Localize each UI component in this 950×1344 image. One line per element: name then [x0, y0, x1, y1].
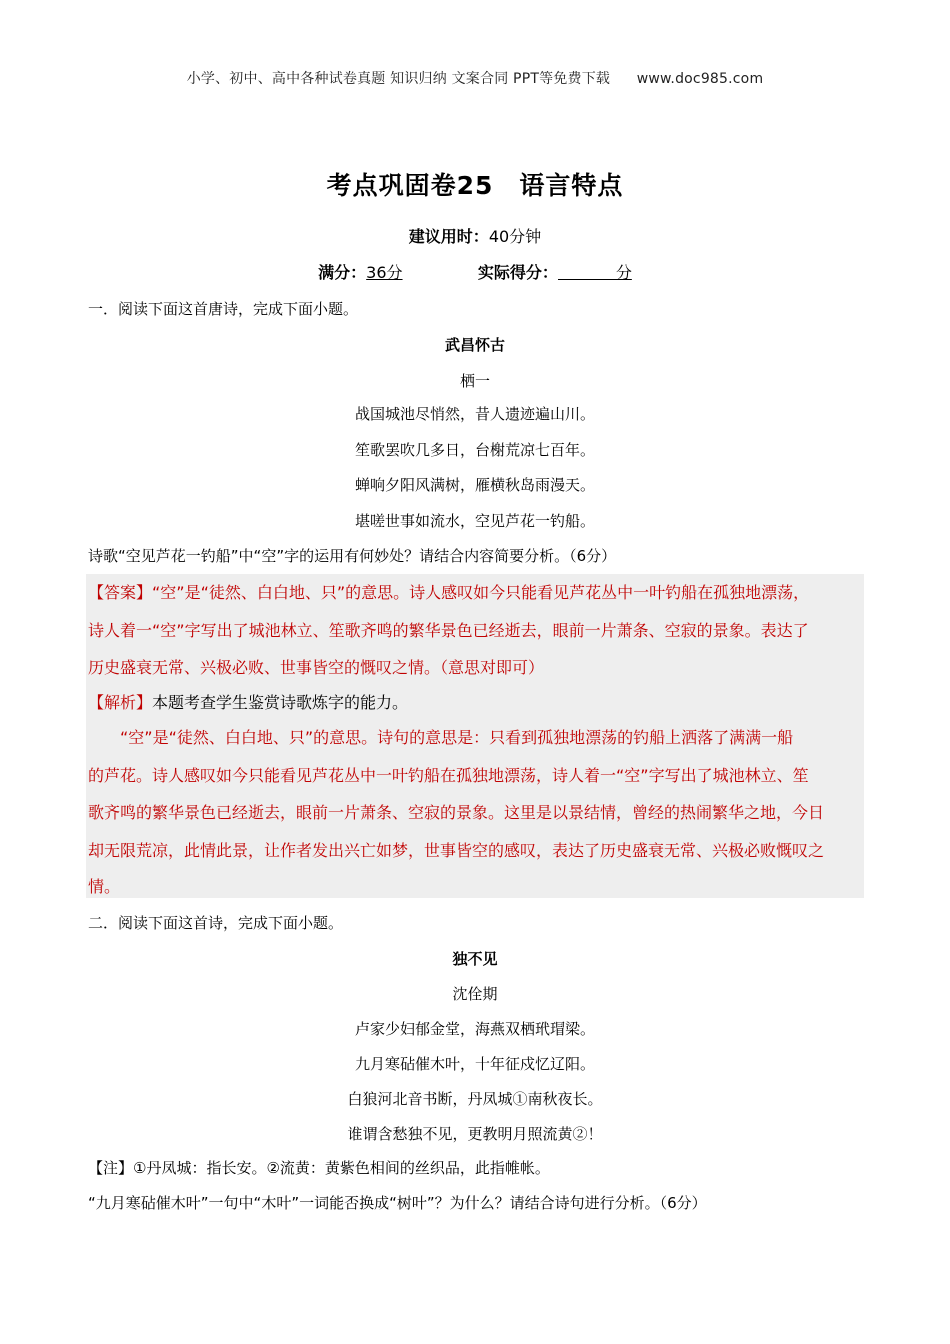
analysis-first: 本题考查学生鉴赏诗歌炼字的能力。 — [152, 693, 409, 712]
q2-poem-line: 谁谓含愁独不见，更教明月照流黄②！ — [347, 1125, 603, 1143]
actual-score-blank — [558, 265, 616, 280]
q1-question: 诗歌“空见芦花一钓船”中“空”字的运用有何妙处？请结合内容简要分析。（6分） — [88, 547, 617, 565]
time-label: 建议用时： — [408, 227, 489, 246]
q1-answer-line: 诗人着一“空”字写出了城池林立、笙歌齐鸣的繁华景色已经逝去，眼前一片萧条、空寂的景象。表达了 — [88, 621, 809, 640]
q1-poem-title: 武昌怀古 — [444, 336, 505, 354]
q1-analysis-line: 歌齐鸣的繁华景色已经逝去，眼前一片萧条、空寂的景象。这里是以景结情，曾经的热闹繁华之地，今日 — [88, 803, 825, 822]
q1-analysis-line — [88, 690, 408, 713]
actual-score-unit: 分 — [615, 263, 632, 282]
q1-answer-line — [88, 580, 809, 603]
suggested-time — [0, 224, 950, 247]
title-main: 考点巩固卷25 — [326, 171, 494, 200]
q2-poem-line: 白狼河北音书断，丹凤城①南秋夜长。 — [347, 1090, 603, 1108]
score-value: 36分 — [366, 263, 403, 282]
page-header — [0, 68, 950, 88]
answer-tag: 【答案】 — [88, 583, 153, 602]
q1-analysis-line: “空”是“徒然、白白地、只”的意思。诗句的意思是：只看到孤独地漂荡的钓船上洒落了满满一船 — [120, 728, 794, 747]
analysis-tag: 【解析】 — [88, 693, 153, 712]
q2-poem-title: 独不见 — [452, 950, 498, 968]
q2-poem-line: 九月寒砧催木叶，十年征戍忆辽阳。 — [354, 1055, 595, 1073]
q1-analysis-line: 的芦花。诗人感叹如今只能看见芦花丛中一叶钓船在孤独地漂荡，诗人着一“空”字写出了城池林立、笙 — [88, 766, 809, 785]
score-row — [0, 260, 950, 283]
header-site-link[interactable]: www.doc985.com — [636, 71, 764, 87]
title-sub: 语言特点 — [519, 171, 624, 200]
q1-analysis-line: 却无限荒凉，此情此景，让作者发出兴亡如梦，世事皆空的感叹，表达了历史盛衰无常、兴极必败慨叹之 — [88, 841, 825, 860]
q1-intro: 一．阅读下面这首唐诗，完成下面小题。 — [88, 300, 359, 318]
q2-note: 【注】①丹凤城：指长安。②流黄：黄紫色相间的丝织品，此指帷帐。 — [88, 1159, 550, 1177]
q1-poem-line: 战国城池尽悄然，昔人遗迹遍山川。 — [354, 405, 595, 423]
q1-poem-line: 堪嗟世事如流水，空见芦花一钓船。 — [354, 512, 595, 530]
q1-analysis-line: 情。 — [88, 877, 121, 896]
q2-poem-line: 卢家少妇郁金堂，海燕双栖玳瑁梁。 — [354, 1020, 595, 1038]
page-title — [0, 166, 950, 202]
q2-question: “九月寒砧催木叶”一句中“木叶”一词能否换成“树叶”？为什么？请结合诗句进行分析。（6分） — [88, 1194, 707, 1212]
q2-poem-author: 沈佺期 — [452, 985, 498, 1003]
score-label: 满分： — [318, 263, 367, 282]
answer-text: “空”是“徒然、白白地、只”的意思。诗人感叹如今只能看见芦花丛中一叶钓船在孤独地漂荡， — [152, 583, 810, 602]
q1-answer-box — [86, 574, 864, 898]
q1-answer-line: 历史盛衰无常、兴极必败、世事皆空的慨叹之情。（意思对即可） — [88, 658, 545, 677]
q1-poem-line: 笙歌罢吹几多日，台榭荒凉七百年。 — [354, 441, 595, 459]
q1-poem-author: 栖一 — [459, 372, 490, 390]
header-text: 小学、初中、高中各种试卷真题 知识归纳 文案合同 PPT等免费下载 — [186, 71, 611, 87]
q1-poem-line: 蝉响夕阳风满树，雁横秋岛雨漫天。 — [354, 476, 595, 494]
q2-intro: 二．阅读下面这首诗，完成下面小题。 — [88, 914, 344, 932]
time-value: 40分钟 — [488, 227, 542, 246]
actual-score-label: 实际得分： — [477, 263, 558, 282]
